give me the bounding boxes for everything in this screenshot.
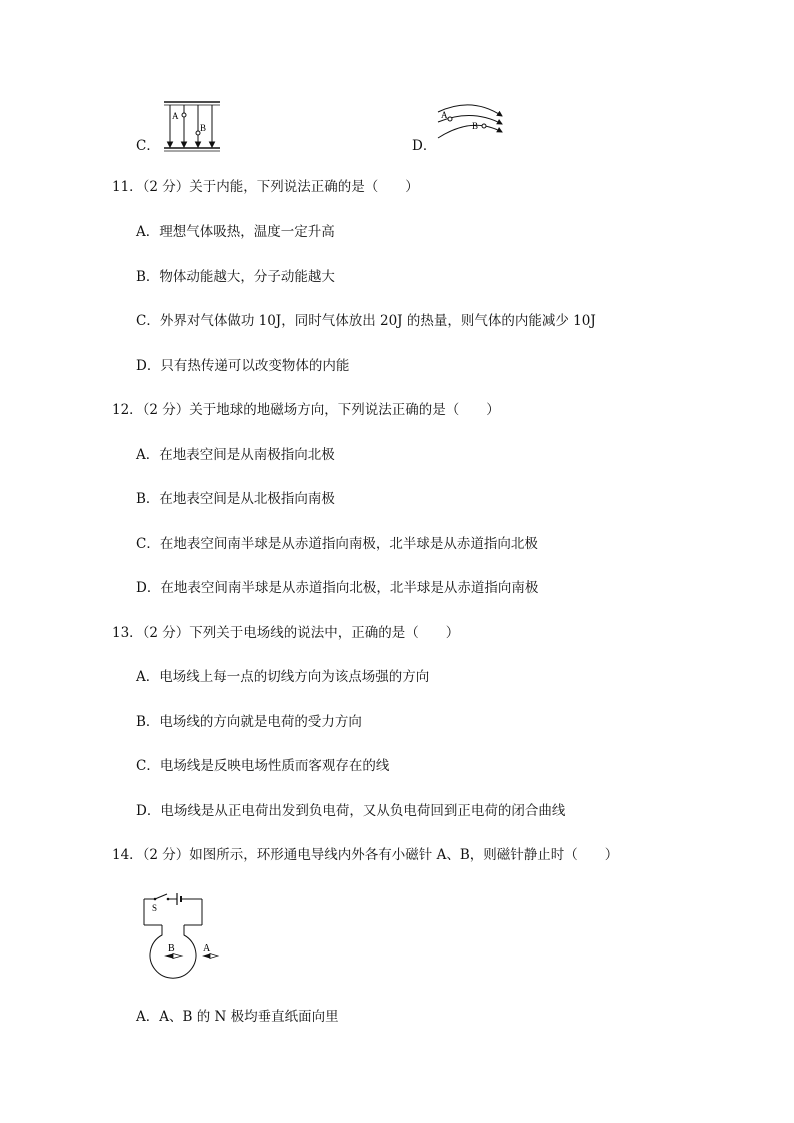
question-13-stem: 13．（2 分）下列关于电场线的说法中，正确的是（ ） (112, 625, 460, 641)
point-a-label: A (172, 111, 179, 121)
question-12-option-d: D．在地表空间南半球是从赤道指向北极，北半球是从赤道指向南极 (136, 580, 539, 596)
point-b-label: B (200, 123, 207, 133)
ring-current-circuit-figure (140, 885, 230, 985)
question-13-option-c: C．电场线是反映电场性质而客观存在的线 (136, 758, 390, 774)
question-11-option-c: C．外界对气体做功 10J，同时气体放出 20J 的热量，则气体的内能减少 10J (136, 313, 596, 329)
option-d-label: D． (412, 138, 437, 154)
option-c-label: C． (136, 138, 160, 154)
question-11-stem: 11．（2 分）关于内能，下列说法正确的是（ ） (112, 179, 419, 195)
question-14-stem: 14．（2 分）如图所示，环形通电导线内外各有小磁针 A、B，则磁针静止时（ ） (112, 847, 619, 863)
question-11-option-d: D．只有热传递可以改变物体的内能 (136, 358, 350, 374)
field-lines-curved-figure (432, 98, 508, 156)
question-12-stem: 12．（2 分）关于地球的地磁场方向，下列说法正确的是（ ） (112, 402, 500, 418)
point-b-label: B (472, 121, 479, 131)
question-13-option-d: D．电场线是从正电荷出发到负电荷，又从负电荷回到正电荷的闭合曲线 (136, 803, 566, 819)
field-lines-parallel-figure (160, 98, 224, 156)
question-12-option-a: A．在地表空间是从南极指向北极 (136, 447, 335, 463)
question-11-option-a: A．理想气体吸热，温度一定升高 (136, 224, 335, 240)
question-14-option-a: A．A、B 的 N 极均垂直纸面向里 (136, 1009, 339, 1025)
switch-s-label: S (152, 903, 158, 913)
question-11-option-b: B．物体动能越大，分子动能越大 (136, 269, 335, 285)
question-13-option-b: B．电场线的方向就是电荷的受力方向 (136, 714, 362, 730)
needle-b-label: B (168, 943, 175, 954)
question-12-option-c: C．在地表空间南半球是从赤道指向南极，北半球是从赤道指向北极 (136, 536, 538, 552)
point-a-label: A (441, 110, 448, 120)
question-13-option-a: A．电场线上每一点的切线方向为该点场强的方向 (136, 669, 430, 685)
needle-a-label: A (203, 943, 211, 954)
question-12-option-b: B．在地表空间是从北极指向南极 (136, 491, 335, 507)
